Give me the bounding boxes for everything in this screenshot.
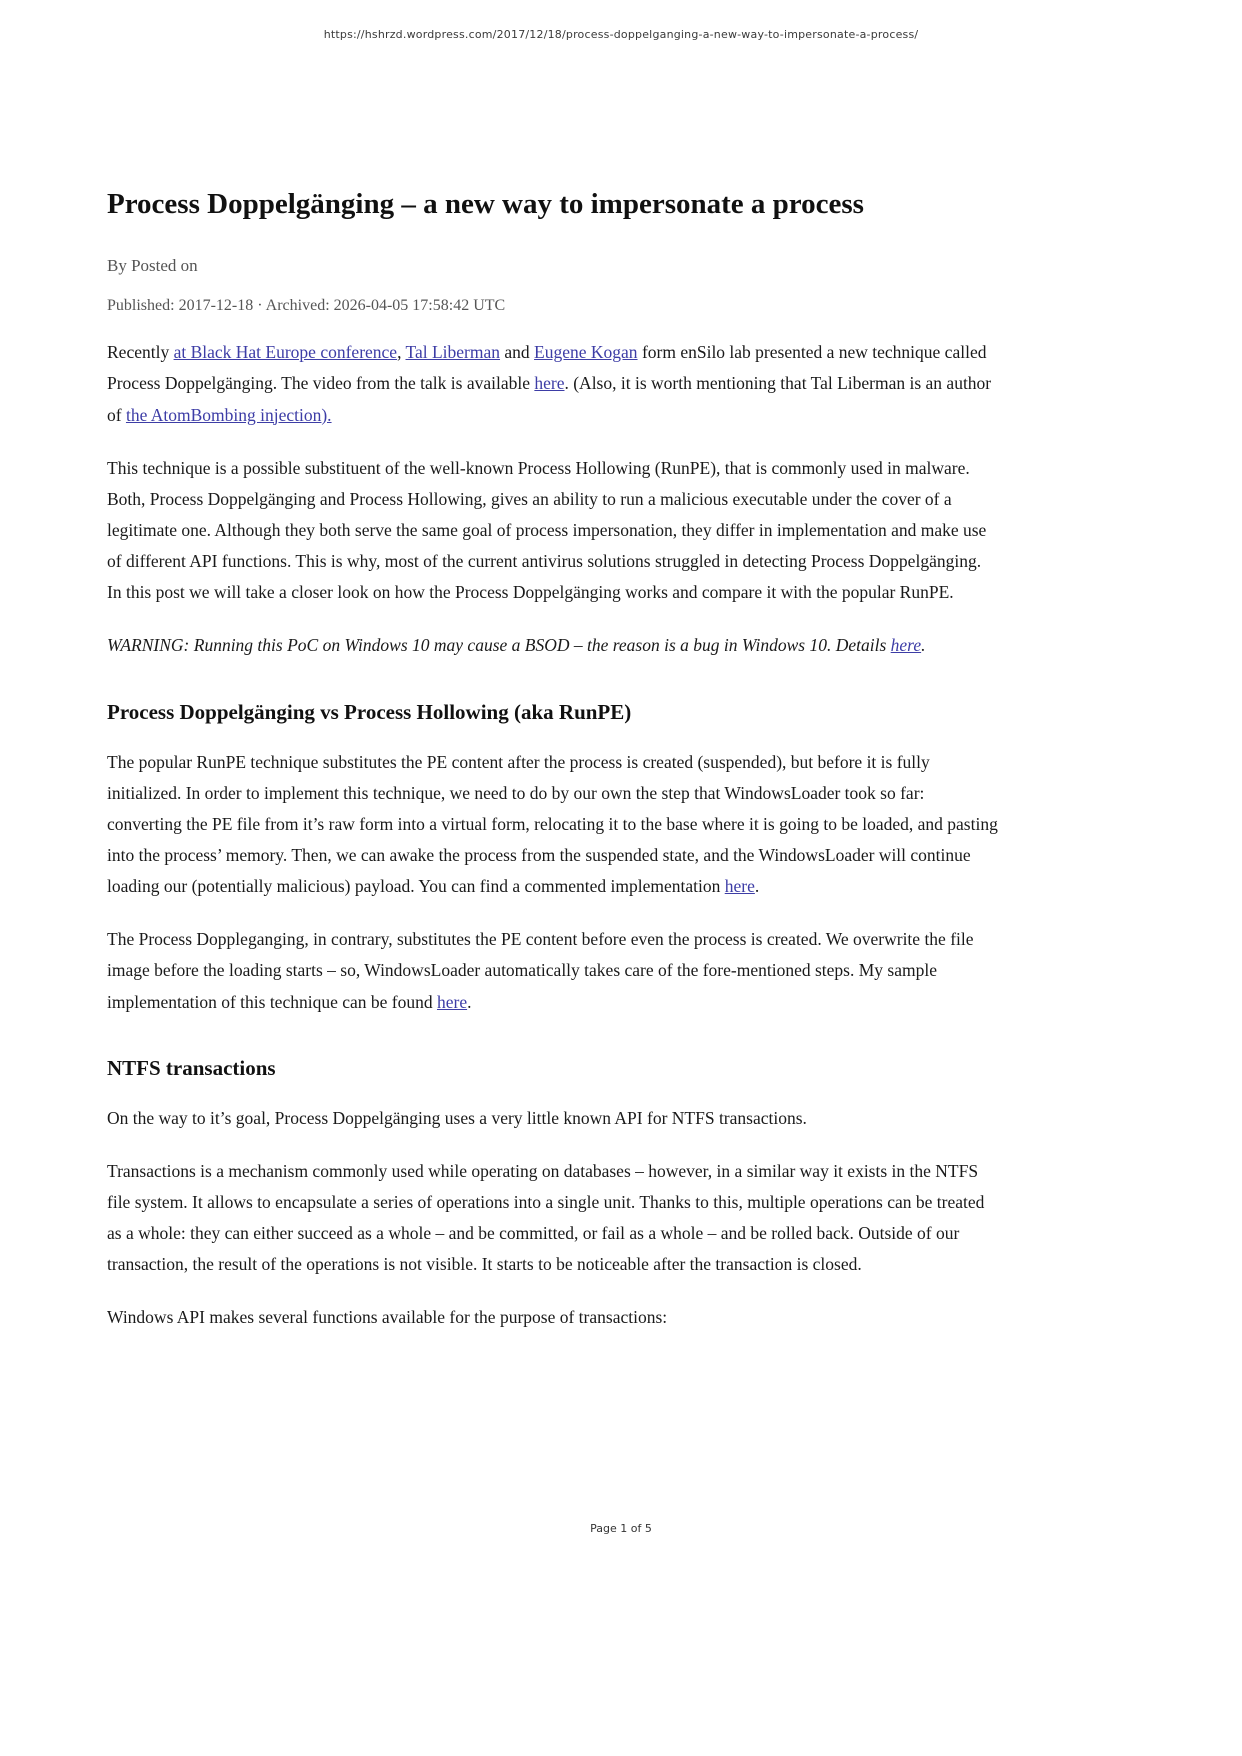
inline-link[interactable]: at Black Hat Europe conference xyxy=(173,342,398,363)
text-span: and xyxy=(500,342,535,363)
text-span: Transactions is a mechanism commonly used while operating on databases – however, in a similar way it exists in the NTFS file system. It allows to encapsulate a series of operations into a single unit. Thanks to this, multiple operations can be treated as a whole: they can either succeed as a whole – and be committed, or fail as a whole – and be rolled back. Outside of our transaction, the result of the operations is not visible. It starts to be noticeable after the transaction is closed. xyxy=(107,1160,985,1275)
section-heading: Process Doppelgänging vs Process Hollowing (aka RunPE) xyxy=(107,699,632,724)
text-span: . (Also, it is worth mentioning that Tal Liberman is an author of xyxy=(107,373,992,425)
publish-meta: Published: 2017-12-18 · Archived: 2026-04-05 17:58:42 UTC xyxy=(107,297,506,315)
inline-link[interactable]: here xyxy=(436,991,468,1012)
inline-link[interactable]: here xyxy=(724,876,755,897)
byline: By Posted on xyxy=(107,256,198,276)
inline-link[interactable]: here xyxy=(890,635,922,656)
section-heading: NTFS transactions xyxy=(107,1055,276,1080)
inline-link[interactable]: Tal Liberman xyxy=(405,342,501,363)
text-span: WARNING: Running this PoC on Windows 10 may cause a BSOD – the reason is a bug in Windows 10. Details xyxy=(107,635,891,656)
page-title: Process Doppelgänging – a new way to impersonate a process xyxy=(107,188,864,220)
text-span: . xyxy=(467,991,472,1012)
text-span: . xyxy=(754,876,760,897)
text-span: The popular RunPE technique substitutes the PE content after the process is created (suspended), but before it is fully initialized. In order to implement this technique, we need to do by our own the step that WindowsLoader took so far: converting the PE file from it’s raw form into a virtual form, relocating it to the base where it is going to be loaded, and pasting into the process’ memory. Then, we can awake the process from the suspended state, and the WindowsLoader will continue loading our (potentially malicious) payload. You can find a commented implementation xyxy=(107,751,998,897)
text-span: Recently xyxy=(107,342,174,363)
paragraph xyxy=(107,1103,1000,1134)
article-body xyxy=(107,337,1000,1333)
text-span: form enSilo lab presented a new technique called Process Doppelgänging. The video from the talk is available xyxy=(107,342,987,394)
paragraph xyxy=(107,1302,1000,1333)
inline-link[interactable]: the AtomBombing injection). xyxy=(125,404,332,425)
paragraph xyxy=(107,453,1000,609)
text-span: This technique is a possible substituent of the well-known Process Hollowing (RunPE), that is commonly used in malware. Both, Process Doppelgänging and Process Hollowing, gives an ability to run a malicious executable under the cover of a legitimate one. Although they both serve the same goal of process impersonation, they differ in implementation and make use of different API functions. This is why, most of the current antivirus solutions struggled in detecting Process Doppelgänging. In this post we will take a closer look on how the Process Doppelgänging works and compare it with the popular RunPE. xyxy=(107,457,987,603)
paragraph xyxy=(107,630,1000,661)
page-header-url: https://hshrzd.wordpress.com/2017/12/18/process-doppelganging-a-new-way-to-impersonate-a-process/ xyxy=(323,28,919,41)
article xyxy=(107,186,1000,1333)
text-span: On the way to it’s goal, Process Doppelgänging uses a very little known API for NTFS transactions. xyxy=(107,1107,807,1128)
inline-link[interactable]: here xyxy=(534,373,565,394)
text-span: . xyxy=(921,635,926,656)
paragraph xyxy=(107,747,1000,903)
page-number: Page 1 of 5 xyxy=(590,1522,652,1535)
paragraph xyxy=(107,1156,1000,1281)
paragraph xyxy=(107,924,1000,1017)
text-span: Windows API makes several functions available for the purpose of transactions: xyxy=(107,1307,668,1328)
text-span: The Process Doppleganging, in contrary, substitutes the PE content before even the process is created. We overwrite the file image before the loading starts – so, WindowsLoader automatically takes care of the fore-mentioned steps. My sample implementation of this technique can be found xyxy=(107,929,974,1012)
inline-link[interactable]: Eugene Kogan xyxy=(534,342,638,363)
text-span: , xyxy=(397,342,406,363)
paragraph xyxy=(107,337,1000,430)
